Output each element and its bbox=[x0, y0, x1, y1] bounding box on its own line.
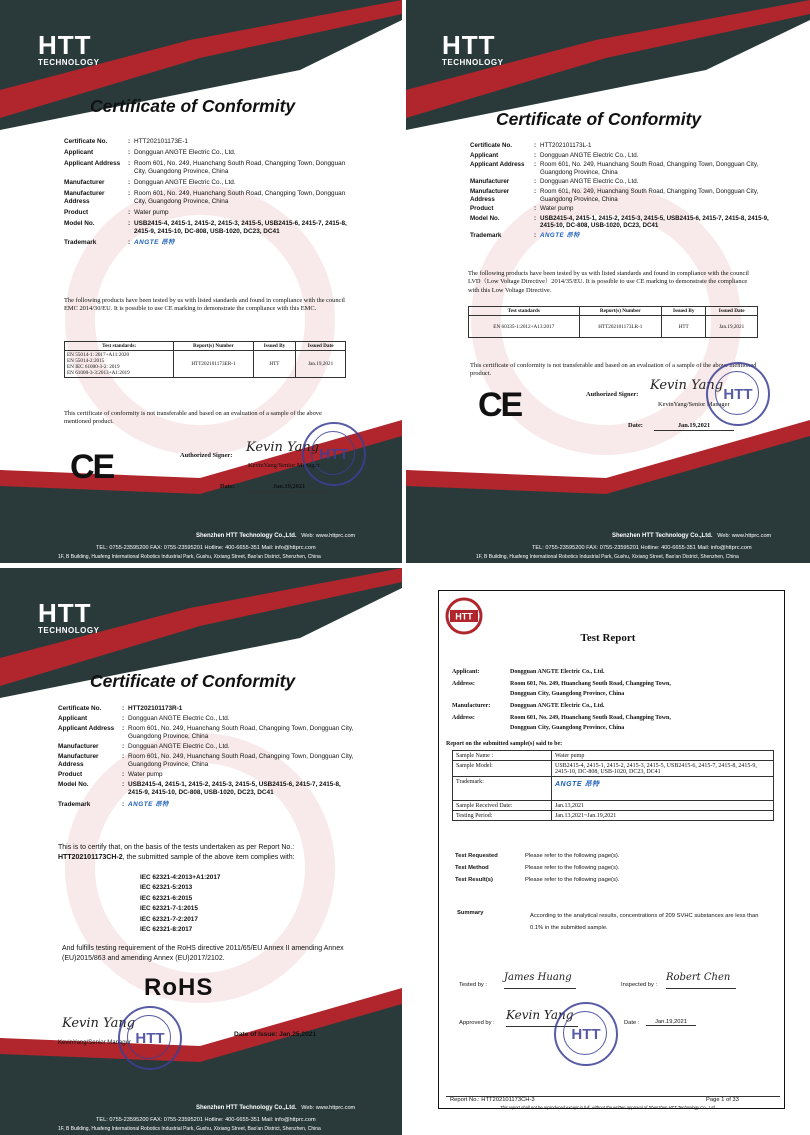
htt-seal: HTT bbox=[118, 1006, 182, 1070]
rohs-certificate: HTT TECHNOLOGY Certificate of Conformity Certificate No. : HTT202101173R-1 Applicant : Dongguan ANGTE Electric Co., Ltd. Applicant Address : Room 601, No. 249, Huanchang South Road, Changping Town, Dongguan City, Guangdong Province, China Manufacturer : Dongguan ANGTE Electric Co., Ltd. Manufacturer Address : Room 601, No. 249, Huanchang South Road, Changping Town, Dongguan City, Guangdong Province, China Product : Water pump Model No. : USB2415-4, 2415-1, 2415-2, 2415-3, 2415-5, USB2415-6, 2415-7, 2415-8, 2415-9, 2415-10, DC-808, USB-1020, DC23, DC41 Trademark : ANGTE 昂特 This is to certify that, on the basis of the tests undertaken as per Report No.: HTT202101173CH-2, the submitted sample of the above item complies with: IEC 62321-4:2013+A1:2017 IEC 62321-5:2013 IEC 62321-6:2015 IEC 62321-7-1:2015 IEC 62321-7-2:2017 IEC 62321-8:2017 And fulfills testing requirement of the RoHS directive 2011/65/EU Annex II amending Annex (EU)2015/863 and amending Annex (EU)2017/2102. RoHS Kevin Yang KevinYang/Senior Manager HTT Date of Issue: Jan.25,2021 Shenzhen HTT Technology Co.,Ltd. Web: www.httprc.com TEL: 0755-23595200 FAX: 0755-23595201 Hotline: 400-6655-351 Mail: info@httprc.com 1F, B Building, Huafeng International Robotics Industrial Park, Gushu, Xixiang Street, Bao'an District, Shenzhen, China bbox=[0, 568, 402, 1135]
approved-signature: Kevin Yang bbox=[506, 1008, 574, 1022]
rohs-logo: RoHS bbox=[144, 974, 214, 1001]
ce-mark: CE bbox=[478, 386, 522, 424]
inspected-signature: Robert Chen bbox=[666, 972, 731, 983]
htt-logo: HTT TECHNOLOGY bbox=[442, 30, 504, 67]
tested-signature: James Huang bbox=[504, 972, 572, 983]
certificate-title: Certificate of Conformity bbox=[90, 96, 296, 116]
trademark-logo: ANGTE 昂特 bbox=[540, 231, 580, 239]
date-of-issue: Date of Issue: Jan.25,2021 bbox=[234, 1031, 317, 1038]
htt-seal: HTT bbox=[554, 1002, 618, 1066]
sample-table: Sample Name : Water pump Sample Model: USB2415-4, 2415-1, 2415-2, 2415-3, 2415-5, USB2415-6, 2415-7, 2415-8, 2415-9, 2415-10, DC-808, USB-1020, DC23, DC41 Trademark: ANGTE 昂特 Sample Received Date: Jan.13,2021 Testing Period: Jan.13,2021~Jan.19,2021 bbox=[452, 750, 774, 821]
rohs-standards-list: IEC 62321-4:2013+A1:2017 IEC 62321-5:2013 IEC 62321-6:2015 IEC 62321-7-1:2015 IEC 62321-7-2:2017 IEC 62321-8:2017 bbox=[140, 874, 221, 934]
intro-text: The following products have been tested by us with listed standards and found in compliance with the council LVD（Low Voltage Directive）2014/35/EU. It is possible to use CE marking to demonstrate the compliance with this Low Voltage Directive. bbox=[468, 270, 749, 294]
htt-seal: HTT bbox=[302, 422, 366, 486]
trademark-logo: ANGTE 昂特 bbox=[555, 780, 600, 788]
report-title: Test Report bbox=[580, 632, 636, 644]
disclaimer: This report shall not be reproduced except in full, without the written approval of Shenzhen HTT Technology Co., Ltd. bbox=[499, 1105, 717, 1110]
htt-logo-icon bbox=[444, 596, 484, 636]
note-text: This certificate of conformity is not transferable and based on an evaluation of a sample of the above mentioned product. bbox=[64, 410, 322, 426]
emc-certificate: HTT TECHNOLOGY Certificate of Conformity Certificate No. : HTT202101173E-1 Applicant : Dongguan ANGTE Electric Co., Ltd. Applicant Address : Room 601, No. 249, Huanchang South Road, Changping Town, Dongguan City, Guangdong Province, China Manufacturer : Dongguan ANGTE Electric Co., Ltd. Manufacturer Address : Room 601, No. 249, Huanchang South Road, Changping Town, Dongguan City, Guangdong Province, China Product : Water pump Model No. : USB2415-4, 2415-1, 2415-2, 2415-3, 2415-5, USB2415-6, 2415-7, 2415-8, 2415-9, 2415-10, DC-808, USB-1020, DC23, DC41 Trademark : ANGTE 昂特 The following products have been tested by us with listed standards and found in compliance with the council EMC 2014/30/EU. It is possible to use CE marking to demonstrate the compliance with this EMC. Test standards: Report(s) Number Issued By Issued Date EN 55014-1: 2017+A11:2020 EN 55014-2:2015 EN IEC 61000-3-2: 2019 EN 61000-3-3:2013+A1:2019 HTT202101173ER-1 HTT Jan.19,2021 This certificate of conformity is not transferable and based on an evaluation of a sample of the above mentioned product. CE Authorized Signer: Kevin Yang KevinYang/Senior Manager HTT Date: Jan.19,2021 Shenzhen HTT Technology Co.,Ltd. Web: www.httprc.com TEL: 0755-23595200 FAX: 0755-23595201 Hotline: 400-6655-351 Mail: info@httprc.com 1F, B Building, Huafeng International Robotics Industrial Park, Gushu, Xixiang Street, Bao'an District, Shenzhen, China bbox=[0, 0, 402, 563]
htt-logo: HTT TECHNOLOGY bbox=[38, 30, 100, 67]
ce-mark: CE bbox=[70, 448, 114, 486]
signature: Kevin Yang bbox=[246, 440, 320, 455]
note-text: This certificate of conformity is not transferable and based on an evaluation of a sample of the above mentioned product. bbox=[470, 362, 757, 378]
certificate-title: Certificate of Conformity bbox=[90, 671, 296, 691]
certificate-details: Certificate No. : HTT202101173E-1 Applicant : Dongguan ANGTE Electric Co., Ltd. Applicant Address : Room 601, No. 249, Huanchang South Road, Changping Town, Dongguan City, Guangdong Province, China Manufacturer : Dongguan ANGTE Electric Co., Ltd. Manufacturer Address : Room 601, No. 249, Huanchang South Road, Changping Town, Dongguan City, Guangdong Province, China Product : Water pump Model No. : USB2415-4, 2415-1, 2415-2, 2415-3, 2415-5, USB2415-6, 2415-7, 2415-8, 2415-9, 2415-10, DC-808, USB-1020, DC23, DC41 Trademark : ANGTE 昂特 bbox=[64, 138, 354, 250]
intro-text: The following products have been tested by us with listed standards and found in compliance with the council EMC 2014/30/EU. It is possible to use CE marking to demonstrate the compliance with this EMC. bbox=[64, 297, 345, 313]
htt-logo: HTT TECHNOLOGY bbox=[38, 598, 100, 635]
summary-text: According to the analytical results, concentrations of 209 SVHC substances are less than 0.1% in the submitted sample. bbox=[530, 913, 759, 931]
certificate-details: Certificate No. : HTT202101173R-1 Applicant : Dongguan ANGTE Electric Co., Ltd. Applicant Address : Room 601, No. 249, Huanchang South Road, Changping Town, Dongguan City, Guangdong Province, China Manufacturer : Dongguan ANGTE Electric Co., Ltd. Manufacturer Address : Room 601, No. 249, Huanchang South Road, Changping Town, Dongguan City, Guangdong Province, China Product : Water pump Model No. : USB2415-4, 2415-1, 2415-2, 2415-3, 2415-5, USB2415-6, 2415-7, 2415-8, 2415-9, 2415-10, DC-808, USB-1020, DC23, DC41 Trademark : ANGTE 昂特 bbox=[58, 705, 358, 812]
fulfill-text: And fulfills testing requirement of the RoHS directive 2011/65/EU Annex II amending Annex (EU)2015/863 and amending Annex (EU)2017/2102. bbox=[62, 945, 344, 962]
standards-table: Test standards: Report(s) Number Issued By Issued Date EN 55014-1: 2017+A11:2020 EN 55014-2:2015 EN IEC 61000-3-2: 2019 EN 61000-3-3:2013+A1:2019 HTT202101173ER-1 HTT Jan.19,2021 bbox=[64, 341, 346, 378]
page-number: Page 1 of 33 bbox=[706, 1097, 739, 1103]
lvd-certificate: HTT TECHNOLOGY Certificate of Conformity Certificate No. : HTT202101173L-1 Applicant : Dongguan ANGTE Electric Co., Ltd. Applicant Address : Room 601, No. 249, Huanchang South Road, Changping Town, Dongguan City, Guangdong Province, China Manufacturer : Dongguan ANGTE Electric Co., Ltd. Manufacturer Address : Room 601, No. 249, Huanchang South Road, Changping Town, Dongguan City, Guangdong Province, China Product : Water pump Model No. : USB2415-4, 2415-1, 2415-2, 2415-3, 2415-5, USB2415-6, 2415-7, 2415-8, 2415-9, 2415-10, DC-808, USB-1020, DC23, DC41 Trademark : ANGTE 昂特 The following products have been tested by us with listed standards and found in compliance with the council LVD（Low Voltage Directive）2014/35/EU. It is possible to use CE marking to demonstrate the compliance with this Low Voltage Directive. Test standards Report(s) Number Issued By Issued Date EN 60335-1:2012+A13:2017 HTT202101173LR-1 HTT Jan.19,2021 This certificate of conformity is not transferable and based on an evaluation of a sample of the above mentioned product. CE Authorized Signer: Kevin Yang KevinYang/Senior Manager HTT Date: Jan.19,2021 Shenzhen HTT Technology Co.,Ltd. Web: www.httprc.com TEL: 0755-23595200 FAX: 0755-23595201 Hotline: 400-6655-351 Mail: info@httprc.com 1F, B Building, Huafeng International Robotics Industrial Park, Gushu, Xixiang Street, Bao'an District, Shenzhen, China bbox=[406, 0, 810, 563]
test-report: HTT Test Report Applicant: Dongguan ANGTE Electric Co., Ltd. Address: Room 601, No. 249, Huanchang South Road, Changping Town, Dongguan City, Guangdong Province, China Manufacturer: Dongguan ANGTE Electric Co., Ltd. Address: Room 601, No. 249, Huanchang South Road, Changping Town, Dongguan City, Guangdong Province, China Report on the submitted sample(s) said to be: Sample Name : Water pump Sample Model: USB2415-4, 2415-1, 2415-2, 2415-3, 2415-5, USB2415-6, 2415-7, 2415-8, 2415-9, 2415-10, DC-808, USB-1020, DC23, DC41 Trademark: ANGTE 昂特 Sample Received Date: Jan.13,2021 Testing Period: Jan.13,2021~Jan.19,2021 Test Requested Please refer to the following page(s). Test Method Please refer to the following page(s). Test Result(s) Please refer to the following page(s). Summary According to the analytical results, concentrations of 209 SVHC substances are less than 0.1% in the submitted sample. Tested by : James Huang Inspected by : Robert Chen Approved by : Kevin Yang HTT Date : Jan.19,2021 Report No.: HTT202101173CH-3 Page 1 of 33 This report shall not be reproduced except in full, without the written approval of Shenzhen HTT Technology Co., Ltd. bbox=[406, 568, 810, 1135]
report-parties: Applicant: Dongguan ANGTE Electric Co., Ltd. Address: Room 601, No. 249, Huanchang South Road, Changping Town, Dongguan City, Guangdong Province, China Manufacturer: Dongguan ANGTE Electric Co., Ltd. Address: Room 601, No. 249, Huanchang South Road, Changping Town, Dongguan City, Guangdong Province, China bbox=[452, 669, 671, 731]
test-items: Test Requested Please refer to the following page(s). Test Method Please refer to the following page(s). Test Result(s) Please refer to the following page(s). bbox=[455, 853, 620, 883]
htt-seal: HTT bbox=[706, 362, 770, 426]
trademark-logo: ANGTE 昂特 bbox=[128, 801, 169, 808]
signature: Kevin Yang bbox=[62, 1016, 136, 1031]
certificate-details: Certificate No. : HTT202101173L-1 Applicant : Dongguan ANGTE Electric Co., Ltd. Applicant Address : Room 601, No. 249, Huanchang South Road, Changping Town, Dongguan City, Guangdong Province, China Manufacturer : Dongguan ANGTE Electric Co., Ltd. Manufacturer Address : Room 601, No. 249, Huanchang South Road, Changping Town, Dongguan City, Guangdong Province, China Product : Water pump Model No. : USB2415-4, 2415-1, 2415-2, 2415-3, 2415-5, USB2415-6, 2415-7, 2415-8, 2415-9, 2415-10, DC-808, USB-1020, DC23, DC41 Trademark : ANGTE 昂特 bbox=[470, 142, 769, 239]
standards-table: Test standards Report(s) Number Issued By Issued Date EN 60335-1:2012+A13:2017 HTT202101173LR-1 HTT Jan.19,2021 bbox=[468, 306, 758, 338]
signature: Kevin Yang bbox=[650, 378, 724, 393]
svg-text:HTT: HTT bbox=[455, 611, 473, 622]
certificate-title: Certificate of Conformity bbox=[496, 109, 702, 129]
report-number: Report No.: HTT202101173CH-3 bbox=[450, 1097, 535, 1103]
certificate-number: HTT202101173E-1 bbox=[134, 138, 188, 145]
trademark-logo: ANGTE 昂特 bbox=[134, 239, 175, 246]
intro-text: This is to certify that, on the basis of the tests undertaken as per Report No.: HTT202101173CH-2, the submitted sample of the above item complies with: bbox=[58, 844, 295, 861]
